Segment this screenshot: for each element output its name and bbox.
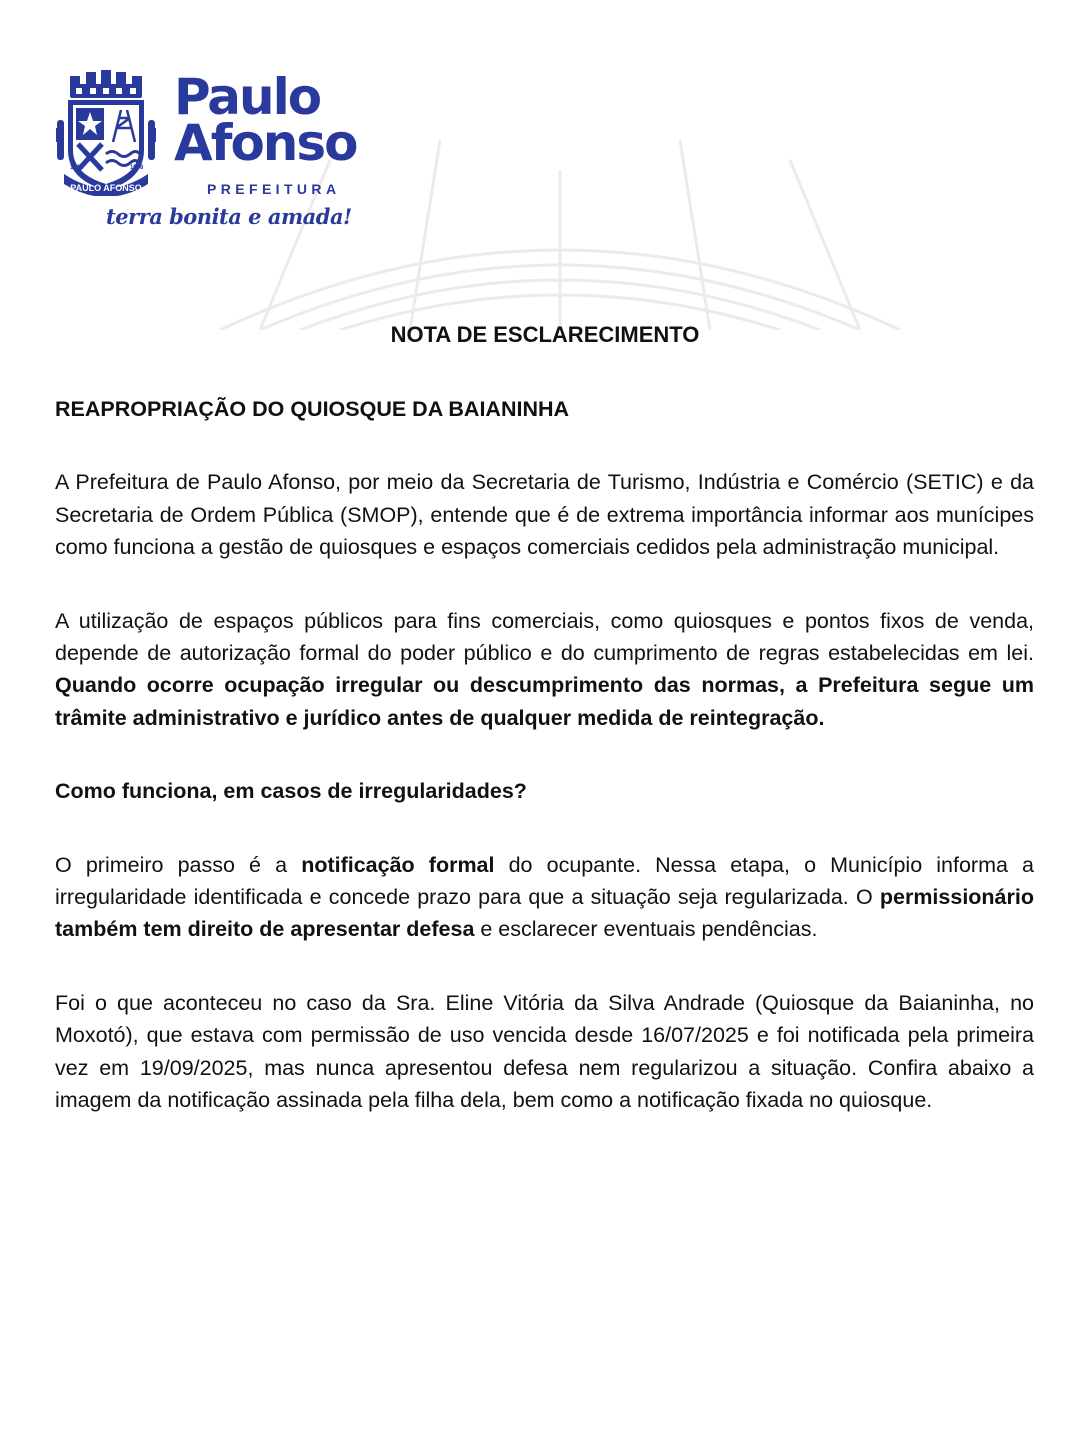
- paragraph-case: Foi o que aconteceu no caso da Sra. Eline Vitória da Silva Andrade (Quiosque da Baianinha, no Moxotó), que estava com permissão de uso vencida desde 16/07/2025 e foi notificada pela primeira vez em 19/09/2025, mas nunca apresentou defesa nem regularizou a situação. Confira abaixo a imagem da notificação assinada pela filha dela, bem como a notificação fixada no quiosque.: [55, 990, 1034, 1113]
- procedure-emphasis-defense: permissionário também tem direito de apresentar defesa: [55, 885, 1034, 942]
- paragraph-rules-emphasis: Quando ocorre ocupação irregular ou descumprimento das normas, a Prefeitura segue um trâmite administrativo e jurídico antes de qualquer medida de reintegração.: [55, 673, 1034, 730]
- brand-wordmark: [174, 68, 357, 172]
- procedure-emphasis-notification: notificação formal: [301, 852, 495, 877]
- document-body: [55, 393, 1034, 1158]
- brand-line-2: Afonso: [174, 114, 357, 172]
- svg-text:1725: 1725: [70, 165, 84, 171]
- coat-of-arms-icon: [56, 70, 156, 196]
- procedure-text-c: do ocupante. Nessa etapa, o Município informa a irregularidade identificada e concede prazo para que a situação seja regularizada. O: [55, 852, 1035, 910]
- section-question: Como funciona, em casos de irregularidades?: [55, 779, 527, 804]
- procedure-text-a: O primeiro passo é a: [55, 852, 302, 877]
- paragraph-rules-text: A utilização de espaços públicos para fins comerciais, como quiosques e pontos fixos de venda, depende de autorização formal do poder público e do cumprimento de regras estabelecidas em lei.: [55, 608, 1034, 666]
- paragraph-procedure: [55, 849, 1034, 946]
- procedure-text-e: e esclarecer eventuais pendências.: [474, 917, 818, 942]
- svg-text:1958: 1958: [130, 165, 144, 171]
- brand-slogan: terra bonita e amada!: [106, 204, 352, 229]
- paragraph-rules: [55, 605, 1034, 735]
- svg-text:PAULO AFONSO: PAULO AFONSO: [70, 183, 142, 193]
- prefeitura-logo: [56, 70, 396, 240]
- paragraph-intro: A Prefeitura de Paulo Afonso, por meio da Secretaria de Turismo, Indústria e Comércio (SETIC) e da Secretaria de Ordem Pública (SMOP), entende que é de extrema importância informar aos munícipes como funciona a gestão de quiosques e espaços comerciais cedidos pela administração municipal.: [55, 470, 1034, 560]
- brand-line-1: Paulo: [174, 68, 321, 126]
- document-title: NOTA DE ESCLARECIMENTO: [390, 322, 700, 347]
- brand-subtitle: PREFEITURA: [207, 181, 341, 197]
- document-subject: REAPROPRIAÇÃO DO QUIOSQUE DA BAIANINHA: [55, 397, 570, 421]
